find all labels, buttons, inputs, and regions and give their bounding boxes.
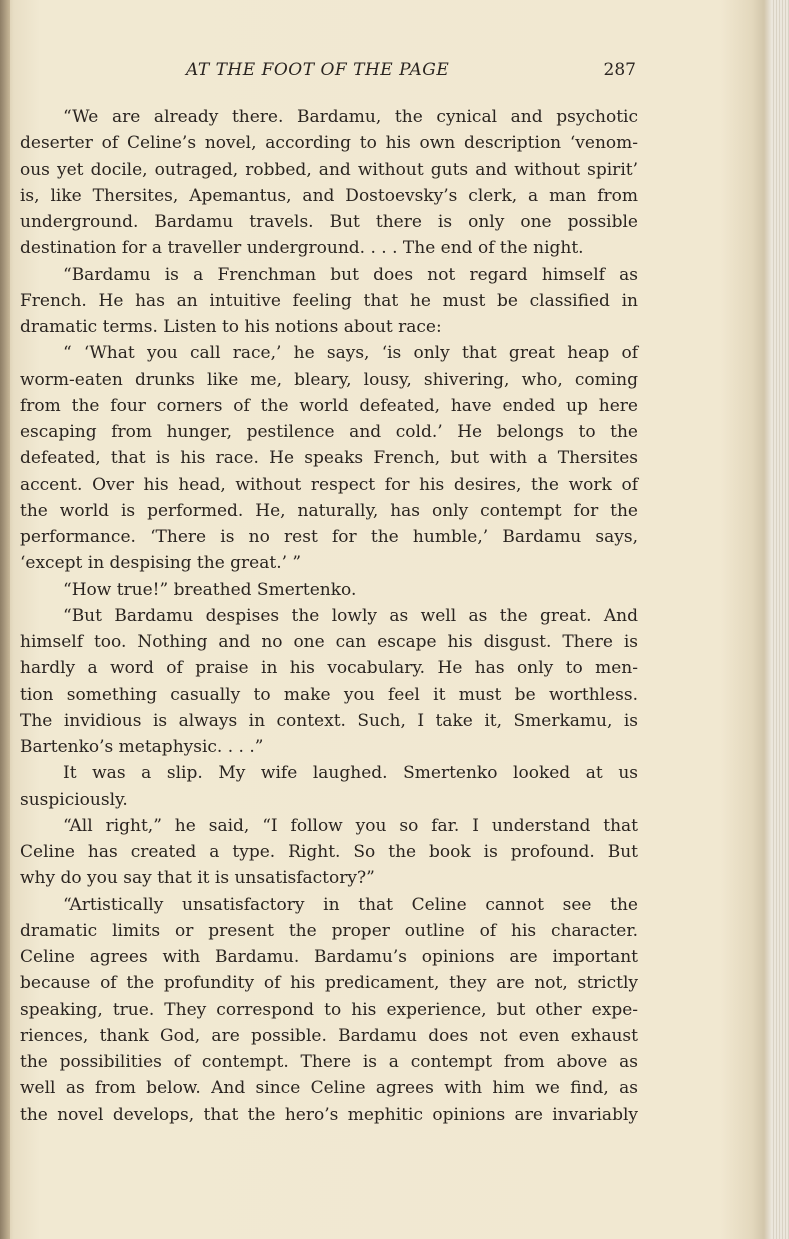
text-line: escaping from hunger, pestilence and cold.’ He belongs to the: [20, 422, 638, 442]
text-line: is, like Thersites, Apemantus, and Dostoevsky’s clerk, a man from: [20, 185, 638, 206]
text-line: “How true!” breathed Smertenko.: [63, 579, 357, 600]
text-line: riences, thank God, are possible. Bardamu does not even exhaust: [20, 1025, 638, 1046]
text-line: speaking, true. They correspond to his experience, but other expe-: [20, 999, 638, 1020]
running-title: AT THE FOOT OF THE PAGE: [186, 60, 450, 80]
text-line: Celine has created a type. Right. So the book is profound. But: [20, 842, 638, 862]
text-line: ‘except in despising the great.’ ”: [20, 553, 302, 574]
text-line: “Bardamu is a Frenchman but does not regard himself as: [63, 264, 638, 285]
text-line: hardly a word of praise in his vocabulary. He has only to men-: [20, 658, 638, 679]
text-line: “ ‘What you call race,’ he says, ‘is only that great heap of: [63, 343, 638, 364]
text-line: accent. Over his head, without respect for his desires, the work of: [20, 474, 638, 495]
text-line: destination for a traveller underground. . . . The end of the night.: [20, 238, 584, 259]
text-line: because of the profundity of his predicament, they are not, strictly: [20, 973, 638, 994]
text-line: The invidious is always in context. Such, I take it, Smerkamu, is: [20, 710, 638, 731]
text-line: worm-eaten drunks like me, bleary, lousy, shivering, who, coming: [20, 369, 638, 390]
text-line: dramatic terms. Listen to his notions about race:: [20, 317, 442, 337]
text-line: tion something casually to make you feel it must be worthless.: [20, 684, 638, 705]
text-line: himself too. Nothing and no one can escape his disgust. There is: [20, 632, 638, 652]
page-gutter-shadow: [0, 0, 10, 1239]
text-line: defeated, that is his race. He speaks French, but with a Thersites: [20, 448, 638, 469]
text-line: the world is performed. He, naturally, has only contempt for the: [20, 500, 638, 521]
page-edges: [771, 0, 789, 1239]
body-text: [20, 104, 638, 1128]
text-line: ous yet docile, outraged, robbed, and without guts and without spirit’: [20, 159, 638, 180]
text-line: Bartenko’s metaphysic. . . .”: [20, 737, 264, 757]
page-number: 287: [603, 60, 636, 80]
text-line: why do you say that it is unsatisfactory?”: [20, 868, 375, 889]
text-line: French. He has an intuitive feeling that he must be classified in: [20, 290, 638, 311]
text-line: “We are already there. Bardamu, the cynical and psychotic: [63, 107, 638, 127]
text-line: the novel develops, that the hero’s mephitic opinions are invariably: [20, 1104, 638, 1125]
text-line: dramatic limits or present the proper outline of his character.: [20, 920, 638, 941]
text-line: from the four corners of the world defeated, have ended up here: [20, 395, 638, 416]
running-header: [186, 60, 636, 84]
text-line: “Artistically unsatisfactory in that Celine cannot see the: [63, 894, 638, 915]
text-line: Celine agrees with Bardamu. Bardamu’s opinions are important: [20, 947, 638, 967]
text-line: “All right,” he said, “I follow you so far. I understand that: [63, 815, 638, 836]
text-line: It was a slip. My wife laughed. Smertenko looked at us: [63, 763, 638, 784]
text-line: performance. ‘There is no rest for the humble,’ Bardamu says,: [20, 527, 638, 547]
text-line: underground. Bardamu travels. But there is only one possible: [20, 212, 638, 232]
text-line: well as from below. And since Celine agrees with him we find, as: [20, 1078, 638, 1099]
text-line: deserter of Celine’s novel, according to his own description ‘venom-: [20, 133, 638, 154]
text-line: suspiciously.: [20, 789, 128, 810]
text-line: the possibilities of contempt. There is a contempt from above as: [20, 1052, 638, 1072]
text-line: “But Bardamu despises the lowly as well as the great. And: [63, 605, 638, 626]
